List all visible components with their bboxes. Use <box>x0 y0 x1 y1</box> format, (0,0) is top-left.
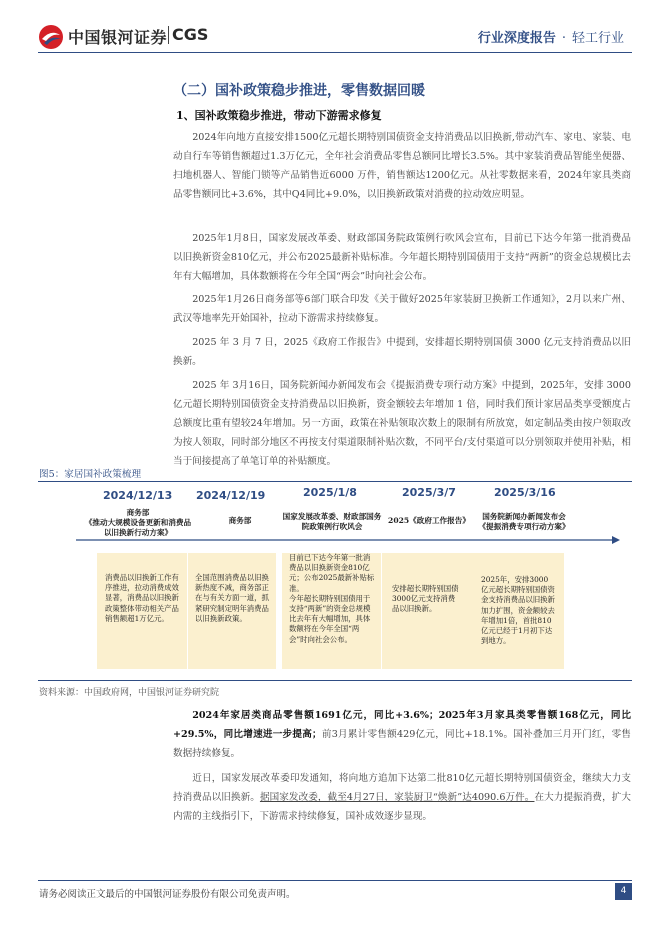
sub-title: 1、国补政策稳步推进，带动下游需求修复 <box>176 109 382 122</box>
footer-rule <box>38 880 632 881</box>
logo-divider <box>168 26 169 44</box>
policy-timeline <box>38 482 632 680</box>
cgs-logo-icon <box>38 24 64 50</box>
page-header <box>0 0 662 64</box>
header-report-info <box>478 27 624 46</box>
timeline-date-4: 2025/3/7 <box>402 486 456 499</box>
timeline-box-3 <box>282 553 381 669</box>
timeline-date-1: 2024/12/13 <box>103 489 173 502</box>
logo-text-cn: 中国银河证券 <box>68 28 168 47</box>
paragraph-6-rest: 前3月累计零售额429亿元，同比+18.1%。国补叠加三月开门红，零售数据持续修复。 <box>173 729 631 759</box>
paragraph-1: 2024年向地方直接安排1500亿元超长期特别国债资金支持消费品以旧换新,带动汽车、家电、家装、电动自行车等销售额超过1.3万亿元，全年社会消费品零售总额同比增长3.5%。其中家装消费品智能坐便器、扫地机器人、智能门锁等产品销售近6000 万件，销售额达1200亿元。从社零数据来看，2024年家具类商品零售额同比+3.6%，其中Q4同比+9.0%，以旧换新政策对消费的拉动效应明显。 <box>173 132 631 200</box>
paragraph-2: 2025年1月8日，国家发展改革委、财政部国务院政策例行吹风会宣布，目前已下达今年第一批消费品以旧换新资金810亿元，并公布2025最新补贴标准。今年超长期特别国债用于支持“两新”的资金总规模比去年有大幅增加，具体数额将在今年全国“两会”时向社会公布。 <box>173 233 631 282</box>
paragraph-6-highlight: 2024年家居类商品零售额1691亿元，同比+3.6%；2025年3月家具类零售额168亿元，同比+29.5%，同比增速进一步提高； <box>173 710 631 740</box>
timeline-org-5: 国务院新闻办新闻发布会 《提振消费专项行动方案》 <box>478 512 570 531</box>
timeline-text-2: 全国范围消费品以旧换新热度不减，商务部正在与有关方面一道，抓紧研究制定明年消费品以旧换新政策。 <box>195 573 269 623</box>
industry-name: 轻工行业 <box>571 31 624 46</box>
timeline-org-3: 国家发展改革委、财政部国务院政策例行吹风会 <box>282 512 382 531</box>
timeline-date-2: 2024/12/19 <box>196 489 266 502</box>
paragraph-7 <box>173 769 631 826</box>
timeline-org-4: 2025《政府工作报告》 <box>388 516 470 525</box>
figure-caption: 图5：家居国补政策梳理 <box>39 469 142 480</box>
timeline-org-2: 商务部 <box>228 516 252 525</box>
timeline-org-1: 商务部 《推动大规模设备更新和消费品以旧换新行动方案》 <box>84 508 192 537</box>
header-dot: · <box>561 31 566 46</box>
paragraph-7-part-b: 据国家发改委，截至4月27日，家装厨卫“焕新”达4090.6万件。 <box>259 792 535 803</box>
paragraph-5: 2025 年 3月16日，国务院新闻办新闻发布会《提振消费专项行动方案》中提到，2025年，安排 3000 亿元超长期特别国债资金支持消费品以旧换新，资金额较去年增加 1 倍，同时我们预计家居品类享受额度占总额度比重有望较24年增加。另一方面，政策在补贴领取次数上的限制有所放宽，如定制品类由按户领取改为按人领取，同时部分地区不再按支付渠道限制补贴次数，不同平台/支付渠道可以分别领取并使用补贴，相当于间接提高了单笔订单的补贴额度。 <box>173 380 631 467</box>
timeline-date-5: 2025/3/16 <box>494 486 556 499</box>
timeline-text-1: 消费品以旧换新工作有序推进，拉动消费成效显著，消费品以旧换新政策整体带动相关产品销售额超1万亿元。 <box>105 573 179 623</box>
timeline-box-2 <box>188 553 276 669</box>
paragraph-7-part-c: 在大力提振消费，扩大内需的主线指引下，下游需求持续修复，国补成效逐步显现。 <box>173 792 631 822</box>
report-type: 行业深度报告 <box>477 31 556 46</box>
timeline-text-4: 安排超长期特别国债3000亿元支持消费品以旧换新。 <box>392 584 459 614</box>
timeline-date-3: 2025/1/8 <box>303 486 357 499</box>
timeline-box-5 <box>474 553 564 669</box>
timeline-box-4 <box>382 553 474 669</box>
paragraph-7-part-a: 近日，国家发展改革委印发通知，将向地方追加下达第二批810亿元超长期特别国债资金，继续大力支持消费品以旧换新。 <box>173 773 631 803</box>
timeline-text-3: 目前已下达今年第一批消费品以旧换新资金810亿元；公布2025最新补贴标准。 今年超长期特别国债用于支持“两新”的资金总规模比去年有大幅增加，具体数额将在今年全国“两会”时向社会公布。 <box>289 553 375 644</box>
header-divider <box>38 52 632 53</box>
paragraph-6 <box>173 706 631 763</box>
logo-text-en: CGS <box>172 25 209 44</box>
paragraph-3: 2025年1月26日商务部等6部门联合印发《关于做好2025年家装厨卫换新工作通知》，2月以来广州、武汉等地率先开始国补，拉动下游需求持续修复。 <box>173 294 631 324</box>
page-number: 4 <box>615 883 632 900</box>
figure-bottom-rule <box>38 680 632 681</box>
timeline-text-5: 2025年，安排3000亿元超长期特别国债资金支持消费品以旧换新加力扩围，资金额较去年增加1倍，首批810亿元已经于1月初下达到地方。 <box>481 575 555 646</box>
figure-source: 资料来源：中国政府网，中国银河证券研究院 <box>39 688 220 698</box>
footer-disclaimer: 请务必阅读正文最后的中国银河证券股份有限公司免责声明。 <box>39 889 296 900</box>
paragraph-4: 2025 年 3 月 7 日，2025《政府工作报告》中提到，安排超长期特别国债 3000 亿元支持消费品以旧换新。 <box>173 337 631 367</box>
timeline-box-1 <box>97 553 187 669</box>
section-title: （二）国补政策稳步推进，零售数据回暖 <box>173 83 425 99</box>
